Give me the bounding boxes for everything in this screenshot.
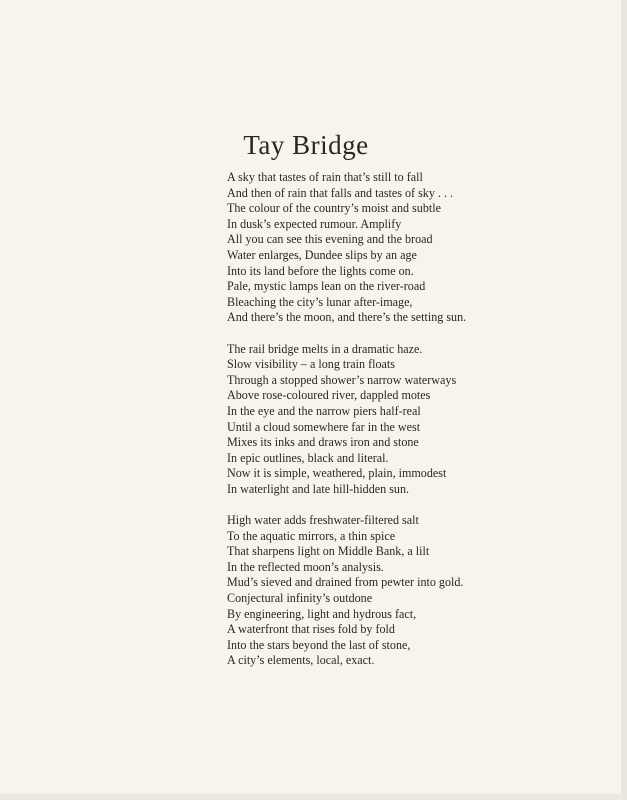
poem-line: That sharpens light on Middle Bank, a lilt xyxy=(227,544,430,559)
poem-line: In dusk’s expected rumour. Amplify xyxy=(227,216,402,231)
poem-line: Into its land before the lights come on. xyxy=(227,263,414,278)
poem-line: Pale, mystic lamps lean on the river-road xyxy=(227,279,426,294)
poem-line: Water enlarges, Dundee slips by an age xyxy=(227,247,417,262)
poem-line: Until a cloud somewhere far in the west xyxy=(227,419,421,434)
poem-line: Mixes its inks and draws iron and stone xyxy=(227,435,419,450)
poem-line: A city’s elements, local, exact. xyxy=(227,653,375,668)
stanza-1 xyxy=(227,170,607,326)
poem-line: Bleaching the city’s lunar after-image, xyxy=(227,294,413,309)
poem-line: In the reflected moon’s analysis. xyxy=(227,559,384,574)
poem-line: In waterlight and late hill-hidden sun. xyxy=(227,481,410,496)
poem-line: Into the stars beyond the last of stone, xyxy=(227,637,411,652)
poem-title: Tay Bridge xyxy=(243,130,369,160)
poem-line: A sky that tastes of rain that’s still to fall xyxy=(227,170,423,184)
stanza-2 xyxy=(227,342,607,498)
poem-line: Slow visibility – a long train floats xyxy=(227,357,395,372)
poem-line: Through a stopped shower’s narrow waterways xyxy=(227,372,457,387)
poem-line: A waterfront that rises fold by fold xyxy=(227,622,395,637)
poem-line: And there’s the moon, and there’s the setting sun. xyxy=(227,310,467,325)
poem-line: And then of rain that falls and tastes of sky . . . xyxy=(227,185,454,200)
poem-line: In the eye and the narrow piers half-real xyxy=(227,403,421,418)
poem-body xyxy=(227,170,607,685)
poem-line: The colour of the country’s moist and subtle xyxy=(227,201,441,216)
poem-line: Conjectural infinity’s outdone xyxy=(227,591,373,606)
poem-line: Above rose-coloured river, dappled motes xyxy=(227,388,431,403)
poem-line: High water adds freshwater-filtered salt xyxy=(227,513,419,528)
poem-line: Now it is simple, weathered, plain, immodest xyxy=(227,466,447,481)
stanza-3 xyxy=(227,513,607,669)
poem-line: Mud’s sieved and drained from pewter into gold. xyxy=(227,575,464,590)
poem-line: All you can see this evening and the broad xyxy=(227,232,433,247)
poem-line: By engineering, light and hydrous fact, xyxy=(227,606,417,621)
poem-line: To the aquatic mirrors, a thin spice xyxy=(227,528,396,543)
poem-line: In epic outlines, black and literal. xyxy=(227,450,389,465)
poem-line: The rail bridge melts in a dramatic haze. xyxy=(227,341,423,356)
